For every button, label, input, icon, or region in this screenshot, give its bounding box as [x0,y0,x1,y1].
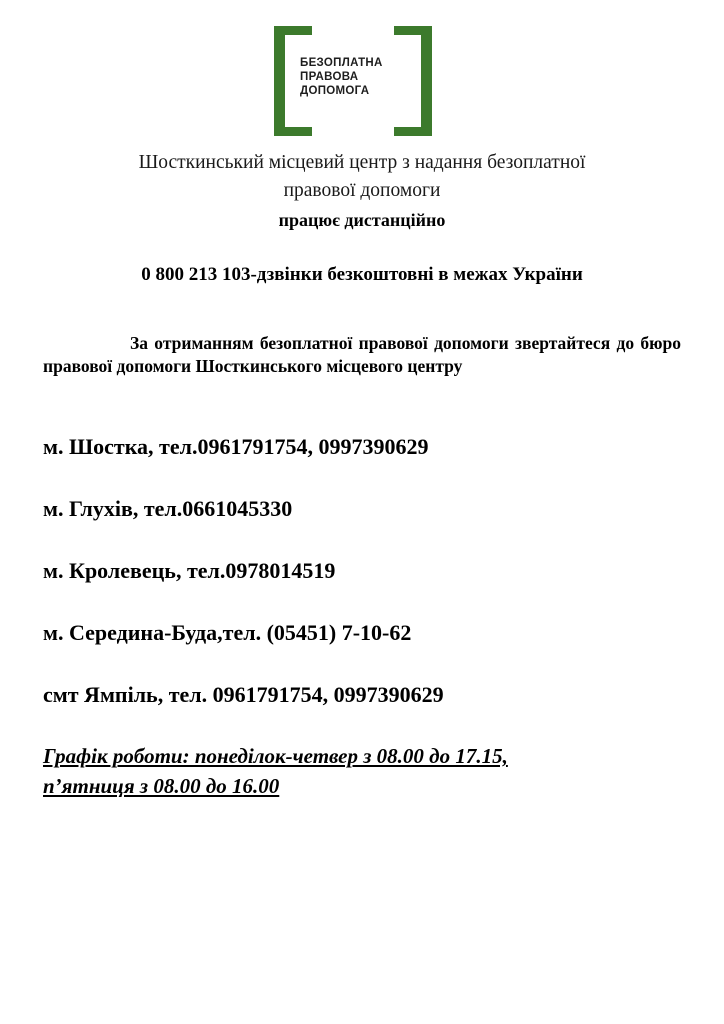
logo-text [300,56,410,98]
org-name-line-1: Шосткинський місцевий центр з надання безоплатної [138,152,586,173]
schedule-line-2: п’ятниця з 08.00 до 16.00 [43,774,280,798]
remote-work-notice: працює дистанційно [278,210,446,230]
logo-line-3: ДОПОМОГА [300,85,370,97]
logo-line-2: ПРАВОВА [300,71,359,83]
office-hlukhiv: м. Глухів, тел.0661045330 [43,496,293,521]
contact-paragraph: За отриманням безоплатної правової допомоги звертайтеся до бюро правової допомоги Шосткинського місцевого центру [43,333,681,376]
logo-line-1: БЕЗОПЛАТНА [300,57,383,69]
hotline-text: 0 800 213 103-дзвінки безкоштовні в межах України [141,264,583,285]
office-seredyna-buda: м. Середина-Буда,тел. (05451) 7-10-62 [43,620,412,645]
office-shostka: м. Шостка, тел.0961791754, 0997390629 [43,434,429,459]
org-name-line-2: правової допомоги [283,180,441,201]
office-yampil: смт Ямпіль, тел. 0961791754, 0997390629 [43,682,444,707]
legal-aid-logo [274,26,432,136]
schedule-line-1: Графік роботи: понеділок-четвер з 08.00 до 17.15, [43,744,508,768]
office-krolevets: м. Кролевець, тел.0978014519 [43,558,336,583]
